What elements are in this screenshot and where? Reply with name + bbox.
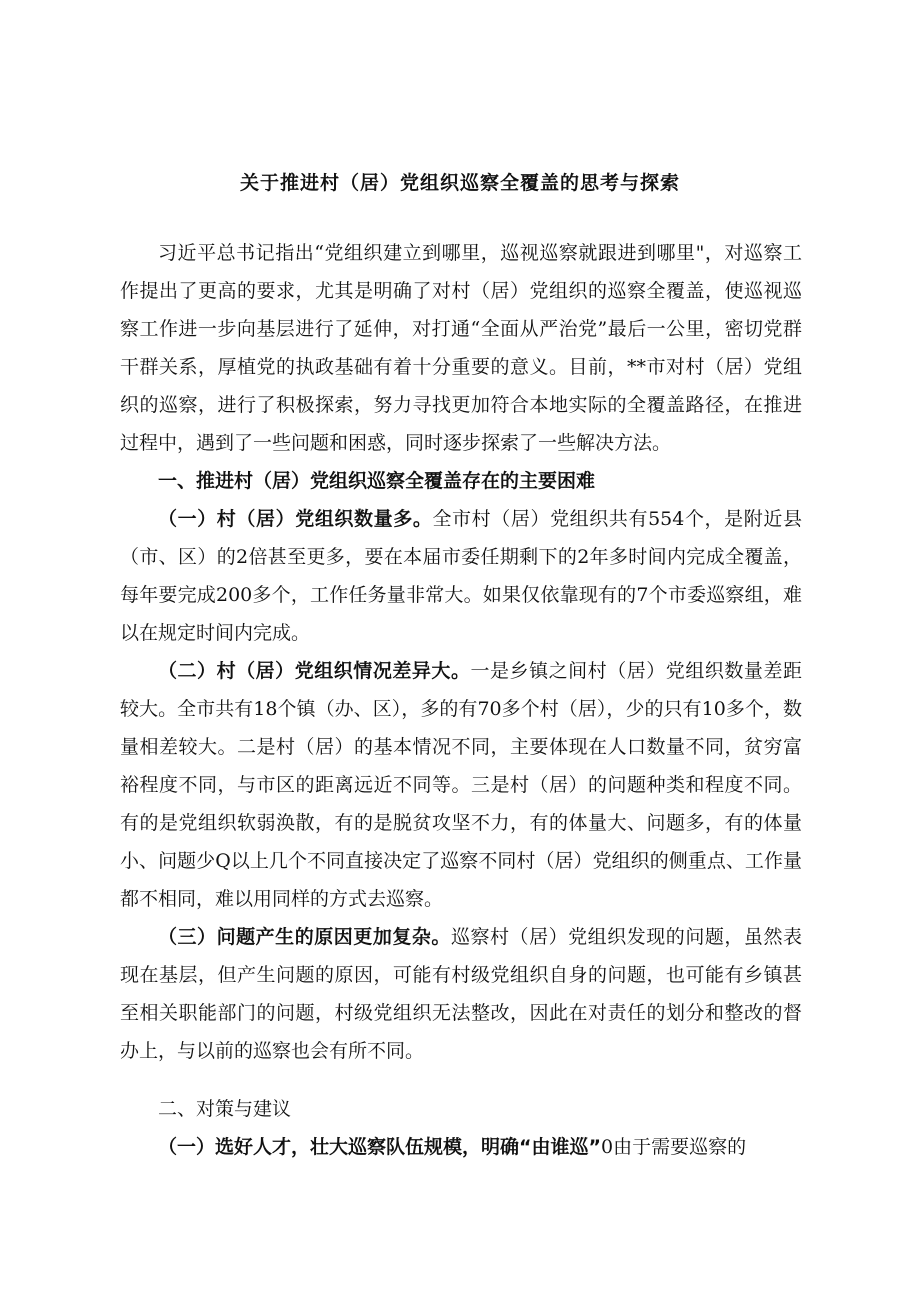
paragraph-text: 全市村（居）党组织共有554个，是附近县（市、区）的2倍甚至更多，要在本届市委任期剩下的2年多时间内完成全覆盖，每年要完成200多个，工作任务量非常大。如果仅依靠现有的7个市委巡察组，难以在规定时间内完成。 [120, 508, 802, 644]
paragraph-lead: （一）选好人才，壮大巡察队伍规模，明确“由谁巡” [158, 1136, 601, 1158]
section-heading-1: 一、推进村（居）党组织巡察全覆盖存在的主要困难 [158, 470, 596, 492]
page-title: 关于推进村（居）党组织巡察全覆盖的思考与探索 [239, 172, 680, 194]
paragraph-text: 一是乡镇之间村（居）党组织数量差距较大。全市共有18个镇（办、区），多的有70多个村（居），少的只有10多个，数量相差较大。二是村（居）的基本情况不同，主要体现在人口数量不同，贫穷富裕程度不同，与市区的距离远近不同等。三是村（居）的问题种类和程度不同。有的是党组织软弱涣散，有的是脱贫攻坚不力，有的体量大、问题多，有的体量小、问题少Q以上几个不同直接决定了巡察不同村（居）党组织的侧重点、工作量都不相同，难以用同样的方式去巡察。 [120, 660, 802, 910]
paragraph-2-1 [120, 1128, 802, 1166]
paragraph-lead: （一）村（居）党组织数量多。 [158, 508, 433, 530]
paragraph-1-2 [120, 652, 802, 918]
section-heading-2: 二、对策与建议 [158, 1098, 292, 1120]
paragraph-text: 0由于需要巡察的 [600, 1136, 747, 1158]
paragraph-text: 巡察村（居）党组织发现的问题，虽然表现在基层，但产生问题的原因，可能有村级党组织自身的问题，也可能有乡镇甚至相关职能部门的问题，村级党组织无法整改，因此在对责任的划分和整改的督办上，与以前的巡察也会有所不同。 [120, 926, 802, 1062]
paragraph-1-1 [120, 500, 802, 652]
paragraph-1-3 [120, 918, 802, 1070]
intro-paragraph: 习近平总书记指出“党组织建立到哪里，巡视巡察就跟进到哪里"，对巡察工作提出了更高的要求，尤其是明确了对村（居）党组织的巡察全覆盖，使巡视巡察工作进一步向基层进行了延伸，对打通“全面从严治党”最后一公里，密切党群干群关系，厚植党的执政基础有着十分重要的意义。目前，**市对村（居）党组织的巡察，进行了积极探索，努力寻找更加符合本地实际的全覆盖路径，在推进过程中，遇到了一些问题和困惑，同时逐步探索了一些解决方法。 [120, 242, 802, 454]
paragraph-lead: （三）问题产生的原因更加复杂。 [158, 926, 451, 948]
document-body [120, 234, 802, 1166]
paragraph-lead: （二）村（居）党组织情况差异大。 [158, 660, 471, 682]
